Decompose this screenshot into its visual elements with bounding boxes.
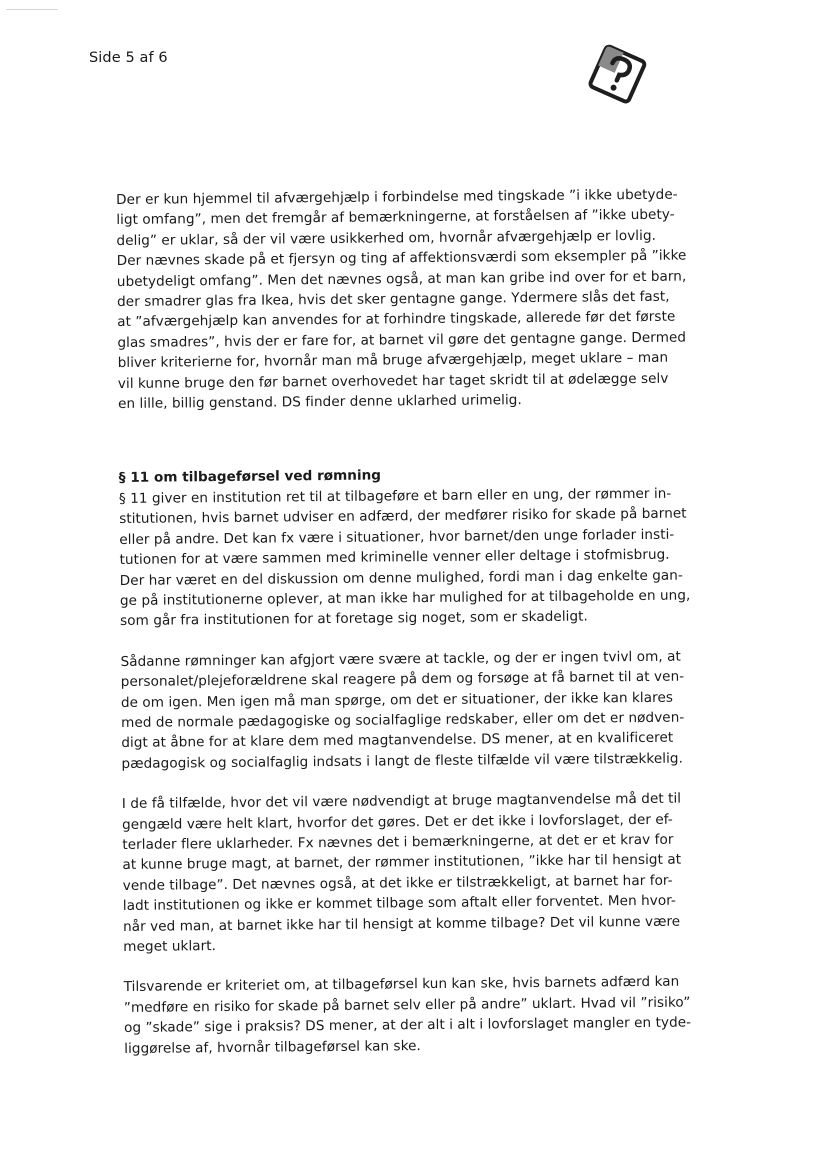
- section-heading: § 11 om tilbageførsel ved rømning: [118, 467, 382, 487]
- question-mark-logo-icon: [584, 44, 650, 106]
- page-number: Side 5 af 6: [89, 50, 168, 66]
- paragraph-section-11-intro: § 11 giver en institution ret til at tilbageføre et barn eller en ung, der rømmer in- stitutionen, hvis barnet udviser en adfærd, der medfører risiko for skade på barnet eller på andre. Det kan fx være i situationer, hvor barnet/den unge forlader insti- tutionen for at være sammen med kriminelle venner eller deltage i stofmisbrug. Der har været en del diskussion om denne mulighed, fordi man i dag enkelte gan- ge på institutionerne oplever, at man ikke har mulighed for at tilbageholde en ung, som går fra institutionen for at foretage sig noget, som er skadeligt.: [118, 485, 691, 630]
- paragraph-magtanvendelse: I de få tilfælde, hvor det vil være nødvendigt at bruge magtanvendelse må det til gengæld være helt klart, hvorfor det gøres. Det er det ikke i lovforslaget, der ef- terlader flere uklarheder. Fx nævnes det i bemærkningerne, at det er et krav for at kunne bruge magt, at barnet, der rømmer institutionen, ”ikke har til hensigt at vende tilbage”. Det nævnes også, at det ikke er tilstrækkeligt, at barnet har for- ladt institutionen og ikke er kommet tilbage som aftalt eller forventet. Men hvor- når ved man, at barnet ikke har til hensigt at komme tilbage? Det vil kunne være meget uklart.: [121, 790, 682, 955]
- paragraph-romninger: Sådanne rømninger kan afgjort være svære at tackle, og der er ingen tvivl om, at personalet/plejeforældrene skal reagere på dem og forsøge at få barnet til at ven- de om igen. Men igen må man spørge, om det er situationer, der ikke kan klares med de normale pædagogiske og socialfaglige redskaber, eller om det er nødven- digt at åbne for at klare dem med magtanvendelse. DS mener, at en kvalificeret pædagogisk og socialfaglig indsats i langt de fleste tilfælde vil være tilstrækkelig.: [120, 648, 685, 772]
- paragraph-kriteriet: Tilsvarende er kriteriet om, at tilbageførsel kun kan ske, hvis barnets adfærd kan ”medføre en risiko for skade på barnet selv eller på andre” uklart. Hvad vil ”risiko” og ”skade” sige i praksis? DS mener, at der alt i alt i lovforslaget mangler en tyde- liggørelse af, hvornår tilbageførsel kan ske.: [123, 974, 692, 1057]
- scan-artifact-line: [6, 9, 58, 10]
- paragraph-afvaergehjaelp: Der er kun hjemmel til afværgehjælp i forbindelse med tingskade ”i ikke ubetyde- ligt omfang”, men det fremgår af bemærkningerne, at forståelsen af ”ikke ubety- delig” er uklar, så der vil være usikkerhed om, hvornår afværgehjælp er lovlig. Der nævnes skade på et fjersyn og ting af affektionsværdi som eksempler på ”ikke ubetydeligt omfang”. Men det nævnes også, at man kan gribe ind over for et barn, der smadrer glas fra Ikea, hvis det sker gentagne gange. Ydermere slås det fast, at ”afværgehjælp kan anvendes for at forhindre tingskade, allerede før det første glas smadres”, hvis der er fare for, at barnet vil gøre det gentagne gange. Dermed bliver kriterierne for, hvornår man må bruge afværgehjælp, meget uklare – man vil kunne bruge den før barnet overhovedet har taget skridt til at ødelægge selv en lille, billig genstand. DS finder denne uklarhed urimelig.: [116, 186, 687, 413]
- document-body: [116, 184, 724, 1059]
